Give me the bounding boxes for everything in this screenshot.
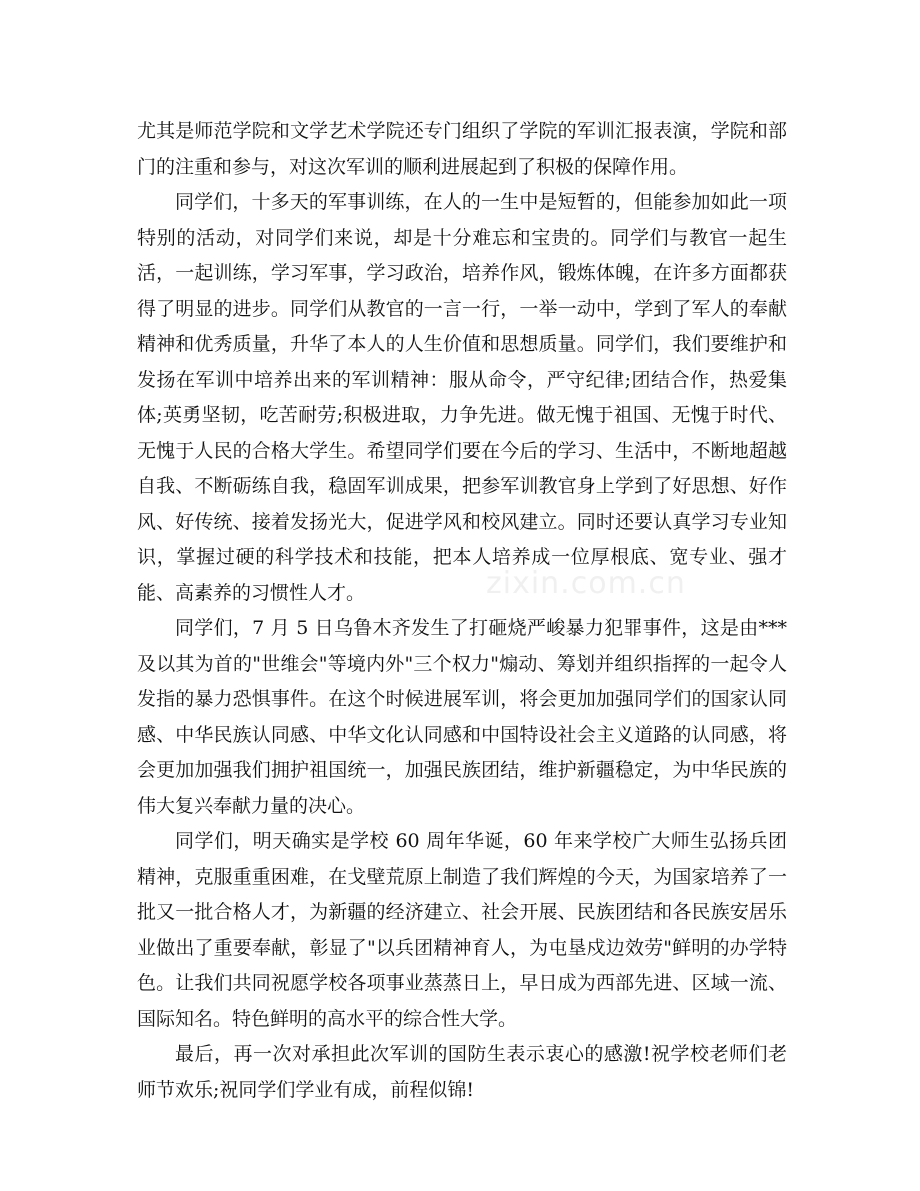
document-body xyxy=(137,114,787,1108)
paragraph-3: 同学们，7 月 5 日乌鲁木齐发生了打砸烧严峻暴力犯罪事件，这是由***及以其为首的"世维会"等境内外"三个权力"煽动、筹划并组织指挥的一起令人发指的暴力恐惧事件。在这个时候进展军训，将会更加加强同学们的国家认同感、中华民族认同感、中华文化认同感和中国特设社会主义道路的认同感，将会更加加强我们拥护祖国统一，加强民族团结，维护新疆稳定，为中华民族的伟大复兴奉献力量的决心。 xyxy=(137,617,787,817)
watermark: zixin.com.cn xyxy=(486,566,686,601)
paragraph-4: 同学们，明天确实是学校 60 周年华诞，60 年来学校广大师生弘扬兵团精神，克服重重困难，在戈壁荒原上制造了我们辉煌的今天，为国家培养了一批又一批合格人才，为新疆的经济建立、社会开展、民族团结和各民族安居乐业做出了重要奉献，彰显了"以兵团精神育人，为屯垦戍边效劳"鲜明的办学特色。让我们共同祝愿学校各项事业蒸蒸日上，早日成为西部先进、区域一流、国际知名。特色鲜明的高水平的综合性大学。 xyxy=(137,830,787,1030)
paragraph-1: 尤其是师范学院和文学艺术学院还专门组织了学院的军训汇报表演，学院和部门的注重和参与，对这次军训的顺利进展起到了积极的保障作用。 xyxy=(137,120,787,178)
paragraph-5: 最后，再一次对承担此次军训的国防生表示衷心的感激!祝学校老师们老师节欢乐;祝同学们学业有成，前程似锦! xyxy=(137,1043,787,1101)
paragraph-2: 同学们，十多天的军事训练，在人的一生中是短暂的，但能参加如此一项特别的活动，对同学们来说，却是十分难忘和宝贵的。同学们与教官一起生活，一起训练，学习军事，学习政治，培养作风，锻炼体魄，在许多方面都获得了明显的进步。同学们从教官的一言一行，一举一动中，学到了军人的奉献精神和优秀质量，升华了本人的人生价值和思想质量。同学们，我们要维护和发扬在军训中培养出来的军训精神：服从命令，严守纪律;团结合作，热爱集体;英勇坚韧，吃苦耐劳;积极进取，力争先进。做无愧于祖国、无愧于时代、无愧于人民的合格大学生。希望同学们要在今后的学习、生活中，不断地超越自我、不断砺练自我，稳固军训成果，把参军训教官身上学到了好思想、好作风、好传统、接着发扬光大，促进学风和校风建立。同时还要认真学习专业知识，掌握过硬的科学技术和技能，把本人培养成一位厚根底、宽专业、强才能、高素养的习惯性人才。 xyxy=(137,191,787,604)
